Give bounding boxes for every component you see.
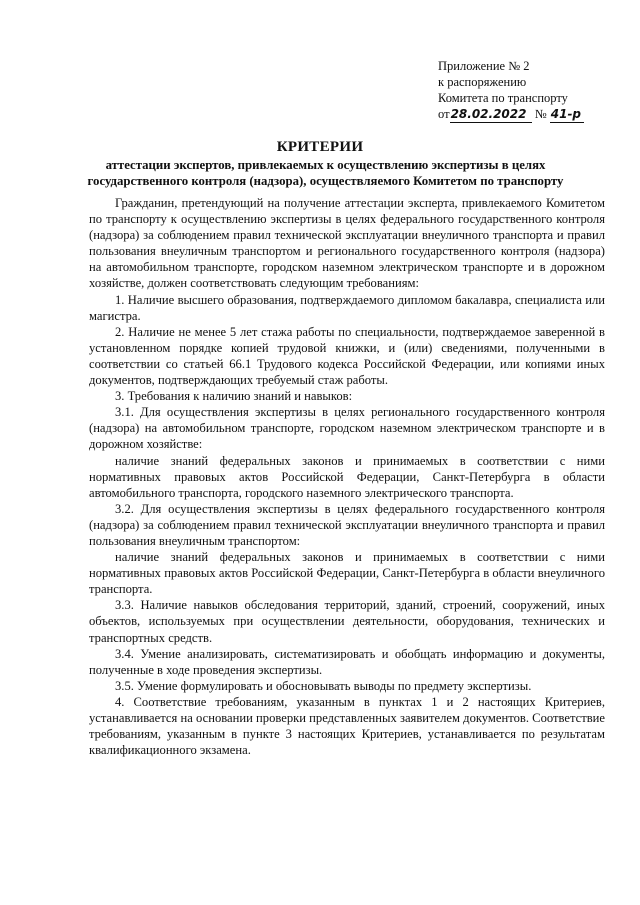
- document-body: [89, 195, 605, 758]
- paragraph: 3.1. Для осуществления экспертизы в целях регионального государственного контроля (надзора) на автомобильном транспорте, городском наземном электрическом транспорте и в дорожном хозяйстве:: [89, 405, 605, 452]
- paragraph: 3.5. Умение формулировать и обосновывать выводы по предмету экспертизы.: [115, 678, 532, 693]
- document-title: КРИТЕРИИ: [276, 139, 364, 155]
- appendix-number: Приложение № 2: [438, 59, 530, 73]
- paragraph: 4. Соответствие требованиям, указанным в пунктах 1 и 2 настоящих Критериев, устанавливается на основании проверки представленных заявителем документов. Соответствие требованиям, указанным в пункте 3 настоящих Критериев, устанавливается по результатам квалификационного экзамена.: [89, 694, 605, 758]
- paragraph: наличие знаний федеральных законов и принимаемых в соответствии с ними нормативных правовых актов Российской Федерации, Санкт-Петербурга в области внеуличного транспорта.: [89, 550, 605, 597]
- paragraph: Гражданин, претендующий на получение аттестации эксперта, привлекаемого Комитетом по транспорту к осуществлению экспертизы в целях федерального государственного контроля (надзора) за соблюдением правил технической эксплуатации внеуличного транспорта и правил пользования внеуличным транспортом и регионального государственного контроля (надзора) на автомобильном транспорте, городском наземном электрическом транспорте и в дорожном хозяйстве, должен соответствовать следующим требованиям:: [89, 196, 605, 291]
- paragraph: 1. Наличие высшего образования, подтверждаемого дипломом бакалавра, специалиста или магистра.: [89, 292, 605, 323]
- handwritten-date: 28.02.2022: [450, 106, 532, 123]
- appendix-reference: к распоряжению: [438, 75, 527, 89]
- handwritten-number: 41-р: [550, 106, 584, 123]
- paragraph: 2. Наличие не менее 5 лет стажа работы по специальности, подтверждаемое заверенной в установленном порядке копией трудовой книжки, и (или) сведениями, полученными в соответствии со статьей 66.1 Трудового кодекса Российской Федерации, или копиями иных документов, подтверждающих требуемый стаж работы.: [89, 324, 605, 388]
- appendix-date-number-line: [438, 106, 623, 123]
- paragraph: 3.2. Для осуществления экспертизы в целях федерального государственного контроля (надзора) за соблюдением правил технической эксплуатации внеуличного транспорта и правил пользования внеуличным транспортом:: [89, 501, 605, 548]
- appendix-issuer: Комитета по транспорту: [438, 91, 568, 105]
- appendix-header: [438, 58, 623, 123]
- date-prefix: от: [438, 107, 450, 121]
- paragraph: наличие знаний федеральных законов и принимаемых в соответствии с ними нормативных правовых актов Российской Федерации, Санкт-Петербурга в области автомобильного транспорта, городского наземного электрического транспорта.: [89, 453, 605, 500]
- paragraph: 3.3. Наличие навыков обследования территорий, зданий, строений, сооружений, иных объектов, используемых при осуществлении деятельности, оборудования, технических и транспортных средств.: [89, 598, 605, 645]
- number-prefix: №: [534, 107, 547, 121]
- paragraph: 3. Требования к наличию знаний и навыков:: [115, 389, 353, 404]
- document-subtitle: аттестации экспертов, привлекаемых к осуществлению экспертизы в целях государственного контроля (надзора), осуществляемого Комитетом по транспорту: [87, 158, 564, 188]
- paragraph: 3.4. Умение анализировать, систематизировать и обобщать информацию и документы, полученные в ходе проведения экспертизы.: [89, 646, 605, 677]
